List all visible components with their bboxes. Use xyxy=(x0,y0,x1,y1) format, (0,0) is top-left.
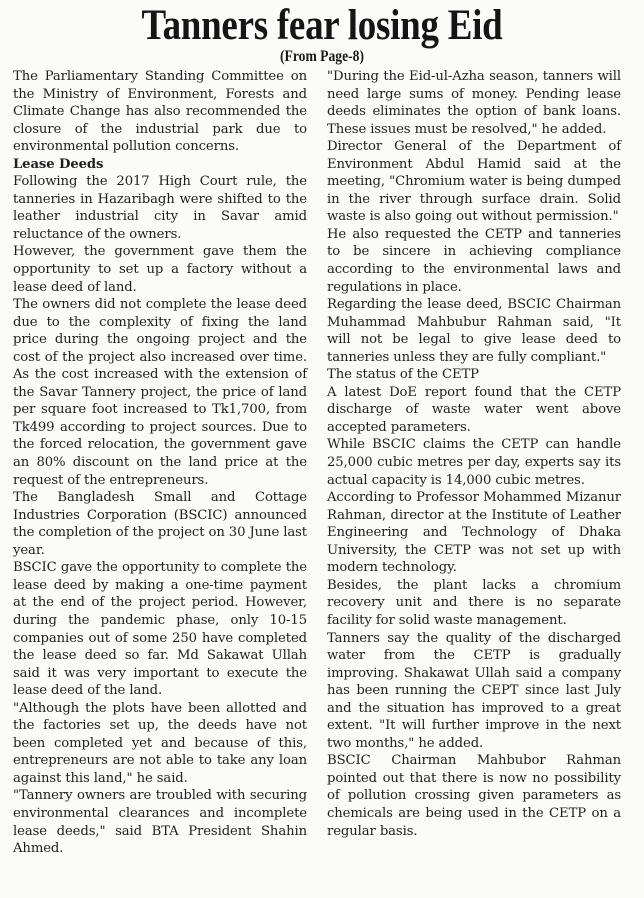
paragraph: "During the Eid-ul-Azha season, tanners will need large sums of money. Pending lease deeds eliminates the option of bank loans. These issues must be resolved," he added. xyxy=(327,69,621,137)
paragraph: Regarding the lease deed, BSCIC Chairman Muhammad Mahbubur Rahman said, "It will not be legal to give lease deed to tanneries unless they are fully compliant." xyxy=(327,297,621,365)
section-subheading: Lease Deeds xyxy=(13,156,104,172)
headline: Tanners fear losing Eid xyxy=(141,2,503,49)
section-subheading: The status of the CETP xyxy=(327,367,479,383)
paragraph: BSCIC gave the opportunity to complete the lease deed by making a one-time payment at the end of the project period. However, during the pandemic phase, only 10-15 companies out of some 250 have completed the lease deed so far. Md Sakawat Ullah said it was very important to execute the lease deed of the land. xyxy=(13,560,307,699)
paragraph: Following the 2017 High Court rule, the tanneries in Hazaribagh were shifted to the leather industrial city in Savar amid reluctance of the owners. xyxy=(13,174,307,242)
right-column xyxy=(327,68,621,840)
paragraph: He also requested the CETP and tanneries to be sincere in achieving compliance according to the environmental laws and regulations in place. xyxy=(327,226,621,295)
paragraph: "Although the plots have been allotted and the factories set up, the deeds have not been completed yet and because of this, entrepreneurs are not able to take any loan against this land," he said. xyxy=(13,700,307,786)
paragraph: BSCIC Chairman Mahbubor Rahman pointed out that there is now no possibility of pollution crossing given parameters as chemicals are being used in the CETP on a regular basis. xyxy=(327,753,621,839)
paragraph: Besides, the plant lacks a chromium recovery unit and there is no separate facility for solid waste management. xyxy=(327,577,621,628)
left-column xyxy=(13,68,307,858)
paragraph: The owners did not complete the lease deed due to the complexity of fixing the land price during the ongoing project and the cost of the project also increased over time. As the cost increased with the extension of the Savar Tannery project, the price of land per square foot increased to Tk1,700, from Tk499 according to project sources. Due to the forced relocation, the government gave an 80% discount on the land price at the request of the entrepreneurs. xyxy=(13,297,307,488)
paragraph: The Parliamentary Standing Committee on the Ministry of Environment, Forests and Climate Change has also recommended the closure of the industrial park due to environmental pollution concerns. xyxy=(13,69,307,155)
paragraph: Director General of the Department of Environment Abdul Hamid said at the meeting, "Chromium water is being dumped in the river through surface drain. Solid waste is also going out without permission." xyxy=(327,139,621,225)
paragraph: A latest DoE report found that the CETP discharge of waste water went above accepted parameters. xyxy=(327,384,621,435)
paragraph: However, the government gave them the opportunity to set up a factory without a lease deed of land. xyxy=(13,244,307,295)
paragraph: According to Professor Mohammed Mizanur Rahman, director at the Institute of Leather Engineering and Technology of Dhaka University, the CETP was not set up with modern technology. xyxy=(327,490,621,576)
paragraph: While BSCIC claims the CETP can handle 25,000 cubic metres per day, experts say its actual capacity is 14,000 cubic metres. xyxy=(327,437,621,488)
paragraph: "Tannery owners are troubled with securing environmental clearances and incomplete lease deeds," said BTA President Shahin Ahmed. xyxy=(13,788,307,857)
continuation-note: (From Page-8) xyxy=(280,48,364,65)
paragraph: Tanners say the quality of the discharged water from the CETP is gradually improving. Shakawat Ullah said a company has been running the CEPT since last July and the situation has improved to a great extent. "It will further improve in the next two months," he added. xyxy=(327,630,621,751)
paragraph: The Bangladesh Small and Cottage Industries Corporation (BSCIC) announced the completion of the project on 30 June last year. xyxy=(13,490,307,558)
